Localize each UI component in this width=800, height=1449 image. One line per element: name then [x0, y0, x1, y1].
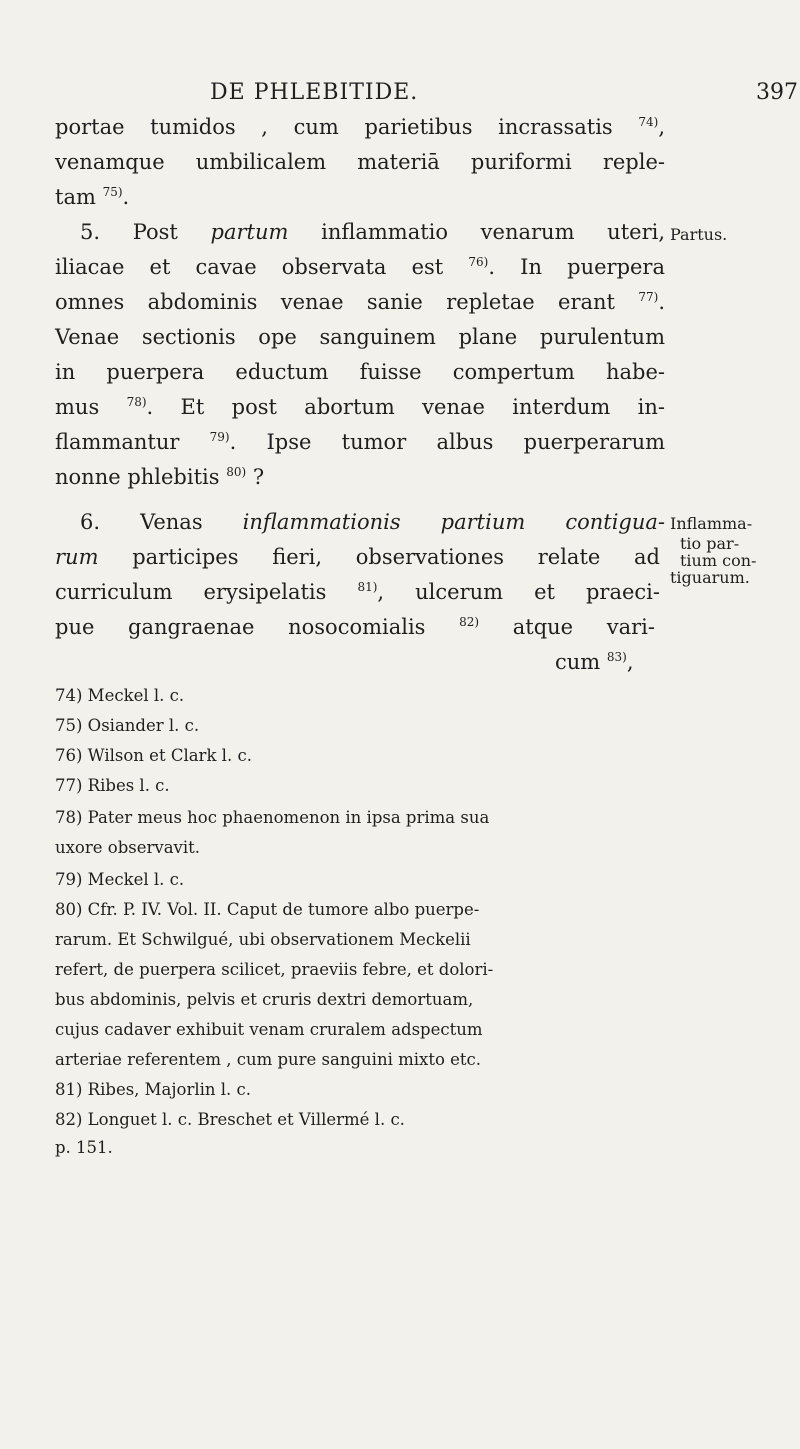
body-line: tam $^{75)}$.	[55, 185, 130, 209]
body-line: cum $^{83)}$,	[555, 650, 634, 674]
body-line: in puerpera eductum fuisse compertum habe-	[55, 360, 665, 384]
body-line: curriculum erysipelatis $^{81)}$, ulcerum et praeci-	[55, 580, 660, 604]
page-number: 397	[756, 80, 798, 105]
footnote: 82) Longuet l. c. Breschet et Villermé l. c.	[55, 1110, 405, 1129]
footnote: 77) Ribes l. c.	[55, 776, 170, 795]
footnote: arteriae referentem , cum pure sanguini mixto etc.	[55, 1050, 482, 1069]
page-header	[0, 80, 800, 110]
footnote: 75) Osiander l. c.	[55, 716, 200, 735]
body-line: portae tumidos , cum parietibus incrassatis $^{74)}$,	[55, 115, 665, 139]
body-line: Venae sectionis ope sanguinem plane purulentum	[55, 325, 665, 349]
body-line: iliacae et cavae observata est $^{76)}$. In puerpera	[55, 255, 665, 279]
running-title: DE PHLEBITIDE.	[210, 80, 419, 105]
body-line: rum participes fieri, observationes relate ad	[55, 545, 660, 569]
footnote: 81) Ribes, Majorlin l. c.	[55, 1080, 252, 1099]
footnote: p. 151.	[55, 1138, 113, 1157]
body-line: mus $^{78)}$. Et post abortum venae interdum in-	[55, 395, 665, 419]
footnote: 80) Cfr. P. IV. Vol. II. Caput de tumore albo puerpe-	[55, 900, 480, 919]
body-line: nonne phlebitis $^{80)}$ ?	[55, 465, 265, 489]
footnote: 78) Pater meus hoc phaenomenon in ipsa prima sua	[55, 808, 490, 827]
footnote: cujus cadaver exhibuit venam cruralem adspectum	[55, 1020, 483, 1039]
margin-note-inflammatio: Inflamma-	[670, 514, 753, 533]
margin-note-inflammatio: tiguarum.	[670, 568, 750, 587]
footnote: 76) Wilson et Clark l. c.	[55, 746, 252, 765]
footnote: 74) Meckel l. c.	[55, 686, 185, 705]
body-line: flammantur $^{79)}$. Ipse tumor albus puerperarum	[55, 430, 666, 454]
footnote: uxore observavit.	[55, 838, 201, 857]
margin-note-inflammatio: tium con-	[680, 551, 757, 570]
footnote: refert, de puerpera scilicet, praeviis febre, et dolori-	[55, 960, 494, 979]
body-line: 5. Post partum inflammatio venarum uteri,	[80, 220, 665, 244]
body-line: venamque umbilicalem materiā puriformi reple-	[55, 150, 665, 174]
body-line: pue gangraenae nosocomialis $^{82)}$ atque vari-	[55, 615, 655, 639]
footnote: bus abdominis, pelvis et cruris dextri demortuam,	[55, 990, 474, 1009]
body-line: 6. Venas inflammationis partium contigua-	[80, 510, 666, 534]
footnote: rarum. Et Schwilgué, ubi observationem Meckelii	[55, 930, 471, 949]
margin-note-inflammatio: tio par-	[680, 534, 740, 553]
body-line: omnes abdominis venae sanie repletae erant $^{77)}$.	[55, 290, 665, 314]
footnote: 79) Meckel l. c.	[55, 870, 185, 889]
margin-note-partus: Partus.	[670, 225, 728, 244]
